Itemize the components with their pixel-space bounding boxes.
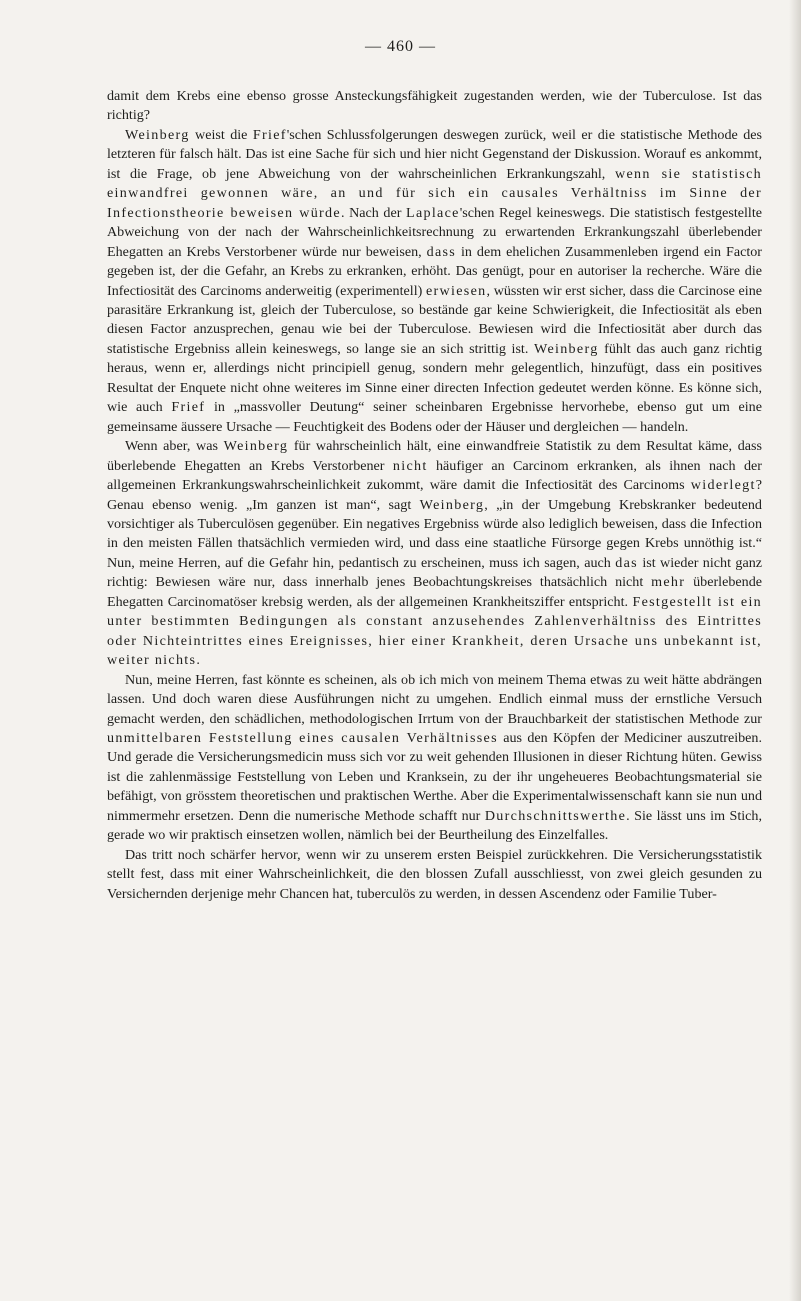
text-run: 'schen Regel keineswegs. Die statistisch festgestellte Abweichung von der nach der Wahrscheinlichkeitsrechnung zu erwartenden Erkrankungszahl überlebender Ehegatten an Krebs Verstorbener würde nur beweisen,: [107, 204, 762, 260]
emphasized-text: widerlegt: [690, 477, 756, 494]
emphasized-text: mehr: [651, 574, 686, 591]
text-run: .: [196, 652, 200, 669]
emphasized-text: Laplace: [406, 204, 460, 221]
emphasized-text: Frief: [171, 399, 206, 416]
paragraph-3: [107, 437, 762, 670]
emphasized-text: nicht: [392, 457, 428, 474]
emphasized-text: Durchschnittswerthe: [484, 807, 627, 824]
emphasized-text: Festgestellt ist ein unter bestimmten Bedingungen als constant anzusehendes Zahlenverhältniss des Eintrittes oder Nichteintrittes eines Ereignisses, hier einer Krankheit, deren Ursache uns unbekannt ist, weiter nichts: [107, 593, 763, 669]
text-run: fühlt das auch ganz richtig heraus, wenn er, allerdings nicht principiell genug, sondern mehr gelegentlich, hinzufügt, dass ein positives Resultat der Enquete nicht ohne weiteres im Sinne einer directen Infection gedeutet werden könne. Es könne sich, wie auch: [107, 340, 762, 416]
paragraph-4: [107, 671, 762, 846]
text-run: . Nach der: [340, 204, 407, 221]
page-edge-shadow: [789, 0, 801, 1301]
text-run: überlebende Ehegatten Carcinomatöser krebsig werden, als der allgemeinen Krankheitsziffer entspricht.: [107, 574, 763, 610]
emphasized-text: wenn sie statistisch einwandfrei gewonnen wäre, an und für sich ein causales Verhältniss im Sinne der Infectionstheorie beweisen würde: [107, 165, 762, 221]
emphasized-text: dass: [426, 243, 457, 260]
text-run: . Sie lässt uns im Stich, gerade wo wir praktisch einsetzen wollen, nämlich bei der Beurtheilung des Einzelfalles.: [107, 807, 762, 844]
text-run: für wahrscheinlich hält, eine einwandfreie Statistik zu dem Resultat käme, dass überlebende Ehegatten an Krebs Verstorbener: [107, 438, 762, 474]
page-number: — 460 —: [365, 38, 436, 55]
text-run: weist die: [189, 126, 253, 143]
text-run: 'schen Schlussfolgerungen deswegen zurück, weil er die statistische Methode des letzteren für falsch hält. Das ist eine Sache für sich und hier nicht Gegenstand der Diskussion. Worauf es ankommt, ist die Frage, ob jene Abweichung von der wahrscheinlichen Erkrankungszahl,: [107, 126, 762, 182]
emphasized-text: unmittelbaren Feststellung eines causalen Verhältnisses: [107, 729, 498, 746]
paragraph-1: damit dem Krebs eine ebenso grosse Ansteckungsfähigkeit zugestanden werden, wie der Tuberculose. Ist das richtig?: [107, 88, 762, 124]
text-run: ist wieder nicht ganz richtig: Bewiesen wäre nur, dass innerhalb jenes Beobachtungskreises thatsächlich nicht: [107, 554, 763, 591]
text-run: , wüssten wir erst sicher, dass die Carcinose eine parasitäre Erkrankung ist, gleich der Tuberculose, so bestände gar keine Schwierigkeit, die Infectiosität als eben diesen Factor anzusprechen, genau wie bei der Tuberculose. Bewiesen wird die Infectiosität aber durch das statistische Ergebniss allein keineswegs, so lange sie an sich strittig ist.: [107, 282, 762, 357]
text-run: , „in der Umgebung Krebskranker bedeutend vorsichtiger als Tuberculösen gegenüber. Ein negatives Ergebniss würde also lediglich beweisen, dass die Infection in den meisten Fällen thatsächlich vermieden wird, und dass eine staatliche Fürsorge gegen Krebs unnöthig ist.“ Nun, meine Herren, auf die Gefahr hin, pedantisch zu erscheinen, muss ich sagen, auch: [107, 496, 762, 571]
text-run: in „massvoller Deutung“ seiner scheinbaren Ergebnisse hervorhebe, ebenso gut um eine gemeinsame äussere Ursache — Feuchtigkeit des Bodens oder der Häuser und dergleichen — handeln.: [107, 399, 762, 435]
text-run: Nun, meine Herren, fast könnte es scheinen, als ob ich mich von meinem Thema etwas zu weit hätte abdrängen lassen. Und doch waren diese Ausführungen nicht zu umgehen. Endlich einmal muss der ernstliche Versuch gemacht werden, den schädlichen, methodologischen Irrtum von der Brauchbarkeit der statistischen Methode zur: [107, 671, 762, 727]
paragraph-5: Das tritt noch schärfer hervor, wenn wir zu unserem ersten Beispiel zurückkehren. Die Versicherungsstatistik stellt fest, dass mit einer Wahrscheinlichkeit, die den blossen Zufall ausschliesst, von zwei gleich gesunden zu Versichernden derjenige mehr Chancen hat, tuberculös zu werden, in dessen Ascendenz oder Familie Tuber-: [107, 846, 762, 902]
emphasized-text: Frief: [252, 126, 287, 143]
text-run: häufiger an Carcinom erkranken, als ihnen nach der allgemeinen Erkrankungswahrscheinlichkeit zukommt, wäre damit die Infectiosität des Carcinoms: [107, 457, 762, 494]
emphasized-text: Weinberg: [419, 496, 485, 513]
emphasized-text: das: [615, 554, 638, 571]
text-run: aus den Köpfen der Mediciner auszutreiben. Und gerade die Versicherungsmedicin muss sich vor zu weit gehenden Illusionen in dieser Richtung hüten. Gewiss ist die zahlenmässige Feststellung von Leben und Kranksein, zu der ihr ungeheueres Beobachtungsmaterial sie befähigt, von grösstem theoretischen und praktischen Werthe. Aber die Experimentalwissenschaft kann sie nun und nimmermehr ersetzen. Denn die numerische Methode schafft nur: [107, 729, 763, 824]
text-run: Wenn aber, was: [125, 438, 224, 455]
text-run: ? Genau ebenso wenig. „Im ganzen ist man“, sagt: [107, 477, 762, 513]
emphasized-text: Weinberg: [533, 340, 599, 357]
paragraph-2: [107, 126, 762, 437]
emphasized-text: Weinberg: [125, 126, 190, 143]
emphasized-text: erwiesen: [426, 282, 487, 299]
text-run: in dem ehelichen Zusammenleben irgend ein Factor gegeben ist, der die Gefahr, an Krebs zu erkranken, erhöht. Das genügt, pour en autoriser la recherche. Wäre die Infectiosität des Carcinoms anderweitig (experimentell): [107, 243, 762, 299]
body-text: [107, 87, 762, 904]
emphasized-text: Weinberg: [223, 438, 289, 455]
